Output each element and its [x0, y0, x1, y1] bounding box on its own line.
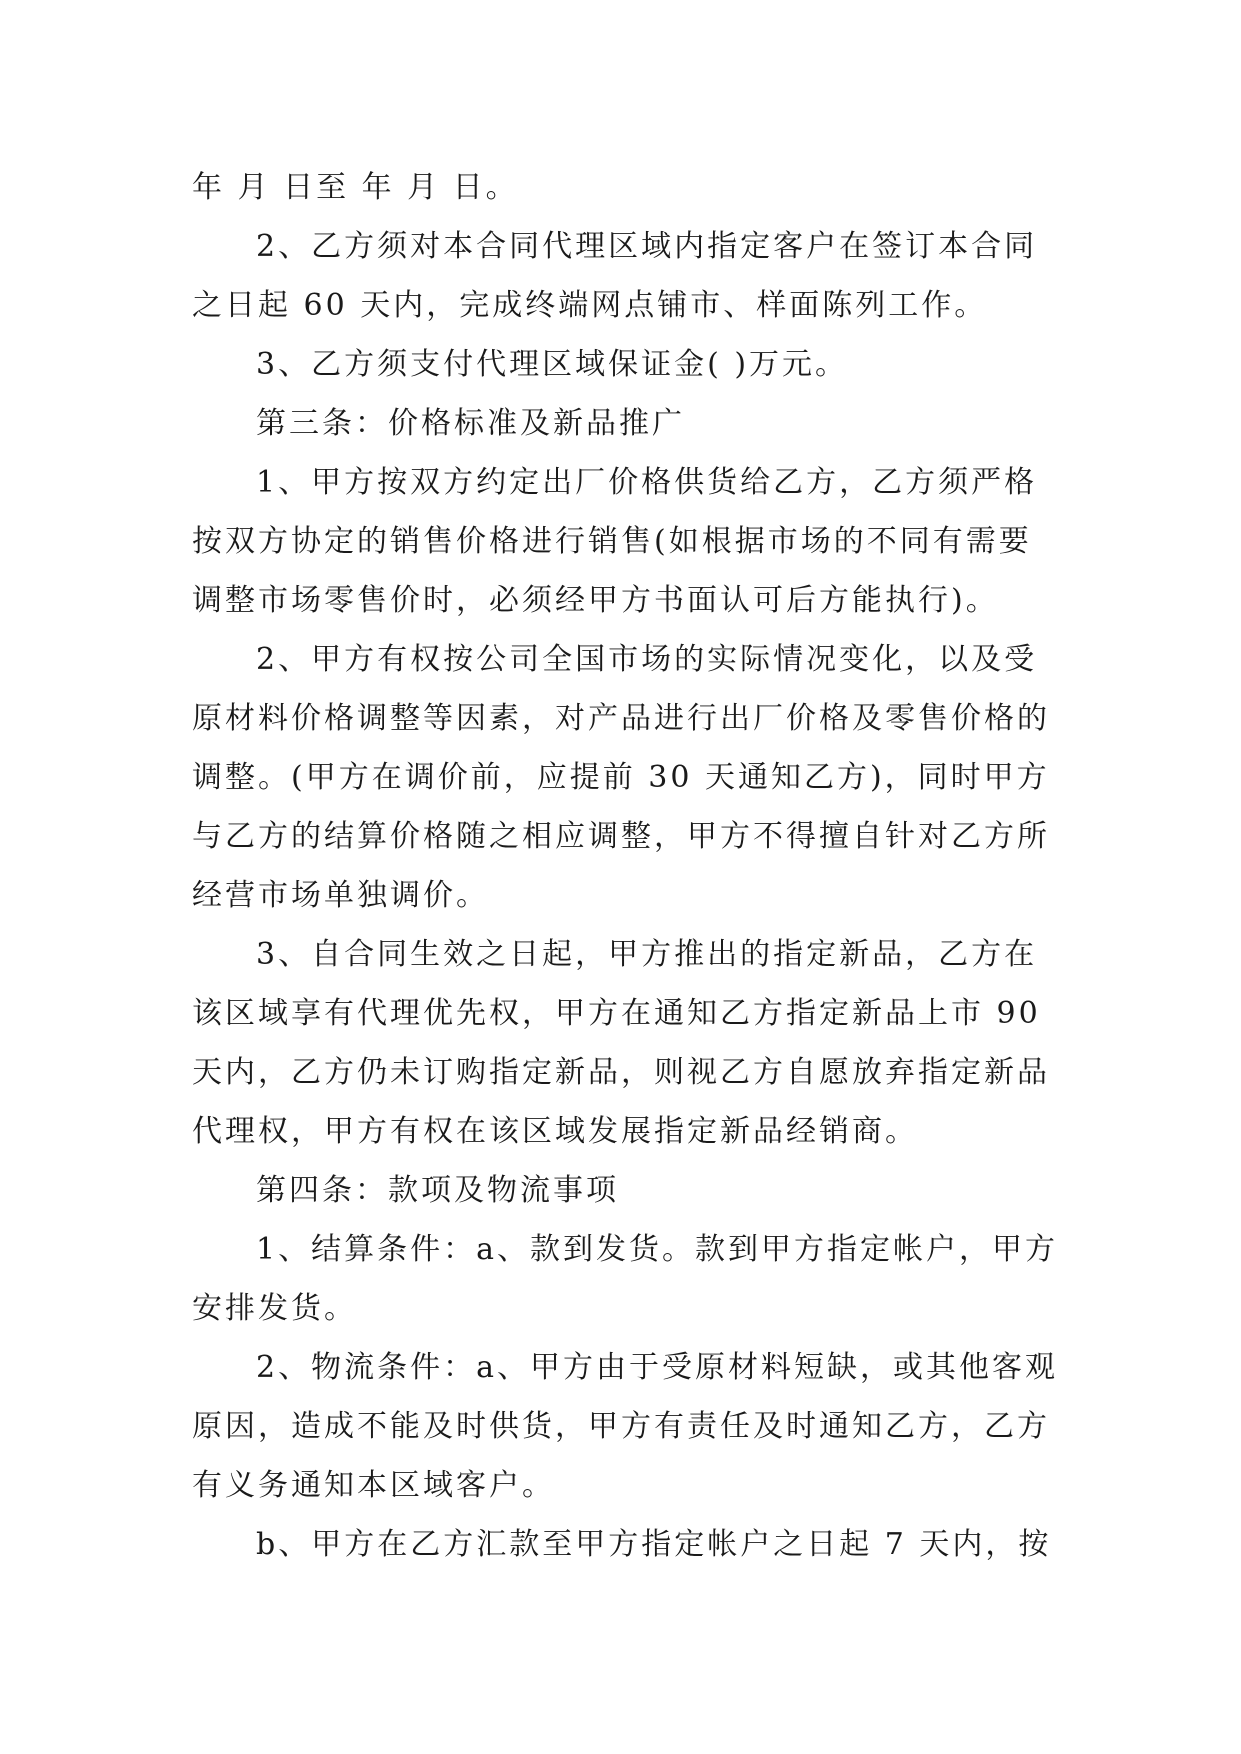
text-line: 调整。(甲方在调价前，应提前 30 天通知乙方)，同时甲方 — [192, 760, 1050, 795]
text-line: 2、物流条件：a、甲方由于受原材料短缺，或其他客观 — [256, 1350, 1058, 1385]
text-line: 天内，乙方仍未订购指定新品，则视乙方自愿放弃指定新品 — [192, 1055, 1050, 1090]
text-line: 经营市场单独调价。 — [192, 878, 489, 913]
text-line: 3、乙方须支付代理区域保证金( )万元。 — [256, 347, 849, 382]
text-line: 调整市场零售价时，必须经甲方书面认可后方能执行)。 — [192, 583, 999, 618]
section-heading: 第四条：款项及物流事项 — [256, 1173, 619, 1208]
text-line: 之日起 60 天内，完成终端网点铺市、样面陈列工作。 — [192, 288, 988, 323]
text-line: 安排发货。 — [192, 1291, 357, 1326]
text-line: 与乙方的结算价格随之相应调整，甲方不得擅自针对乙方所 — [192, 819, 1050, 854]
text-line: 2、甲方有权按公司全国市场的实际情况变化，以及受 — [256, 642, 1038, 677]
text-line: 原材料价格调整等因素，对产品进行出厂价格及零售价格的 — [192, 701, 1050, 736]
section-heading: 第三条：价格标准及新品推广 — [256, 406, 685, 441]
text-line: 1、结算条件：a、款到发货。款到甲方指定帐户，甲方 — [256, 1232, 1058, 1267]
text-line: 2、乙方须对本合同代理区域内指定客户在签订本合同 — [256, 229, 1038, 264]
document-body — [192, 158, 1058, 1574]
text-line: 按双方协定的销售价格进行销售(如根据市场的不同有需要 — [192, 524, 1032, 559]
text-line: 3、自合同生效之日起，甲方推出的指定新品，乙方在 — [256, 937, 1038, 972]
text-line: 1、甲方按双方约定出厂价格供货给乙方，乙方须严格 — [256, 465, 1038, 500]
text-line: 该区域享有代理优先权，甲方在通知乙方指定新品上市 90 — [192, 996, 1041, 1031]
text-line: 原因，造成不能及时供货，甲方有责任及时通知乙方，乙方 — [192, 1409, 1050, 1444]
text-line: 年 月 日至 年 月 日。 — [192, 170, 519, 205]
text-line: b、甲方在乙方汇款至甲方指定帐户之日起 7 天内，按 — [256, 1527, 1052, 1562]
text-line: 代理权，甲方有权在该区域发展指定新品经销商。 — [192, 1114, 918, 1149]
text-line: 有义务通知本区域客户。 — [192, 1468, 555, 1503]
